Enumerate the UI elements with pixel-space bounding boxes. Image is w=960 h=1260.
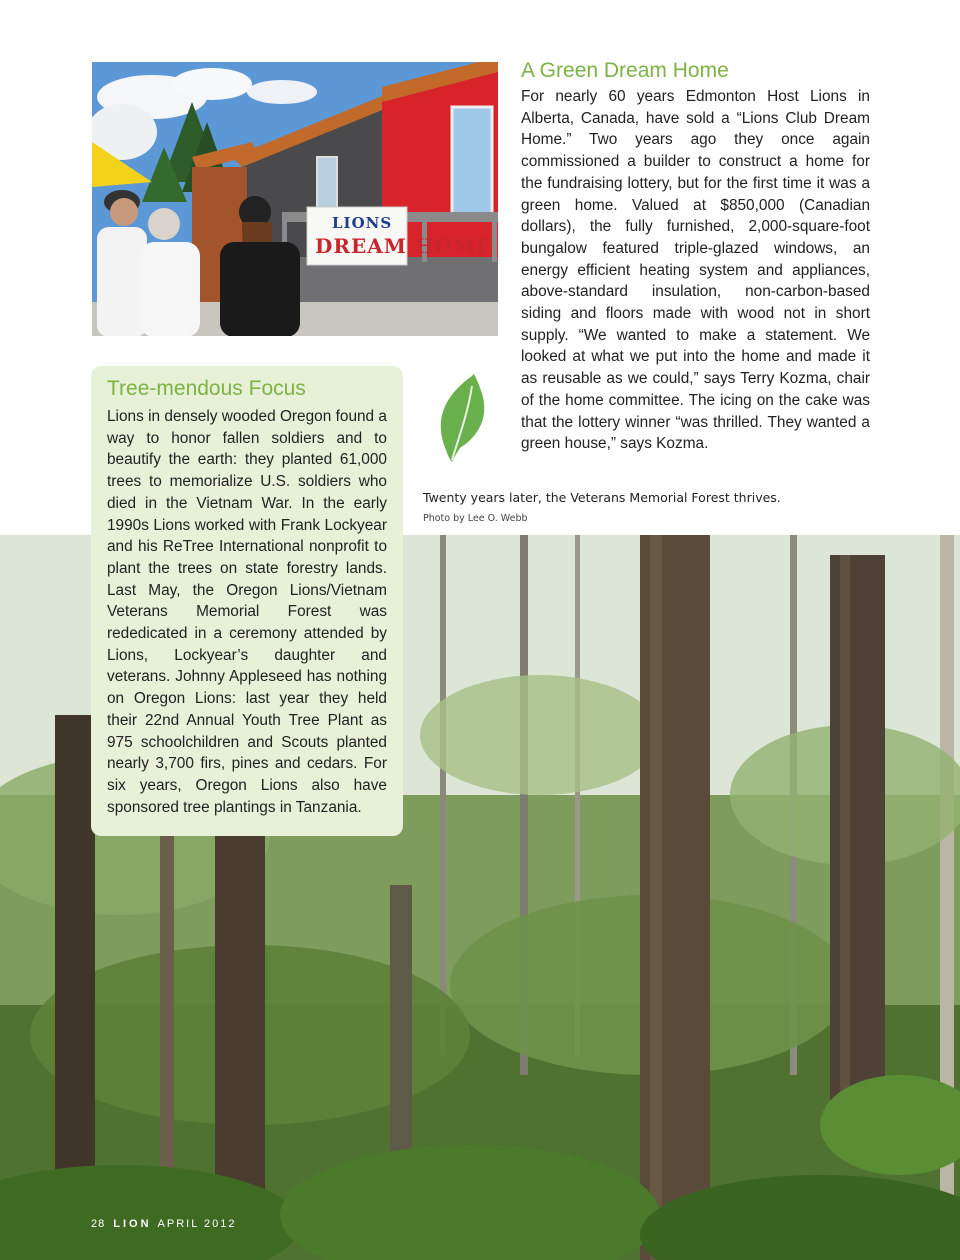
page-number: 28 (91, 1218, 106, 1230)
magazine-name: LION (113, 1218, 152, 1230)
green-dream-home-article (521, 58, 870, 455)
issue-date: APRIL 2012 (157, 1218, 237, 1230)
tree-mendous-focus-sidebar (91, 366, 403, 836)
sign-dream-home-text: DREAM HOME (315, 234, 493, 258)
leaf-icon (434, 372, 490, 464)
article-title: A Green Dream Home (521, 59, 729, 82)
sign-lions-text: LIONS (332, 214, 393, 232)
page-folio (91, 1218, 236, 1230)
article-body: For nearly 60 years Edmonton Host Lions in Alberta, Canada, have sold a “Lions Club Dream Home.” Two years ago they once again commissioned a builder to construct a home for the fundraising lottery, but for the first time it was a green home. Valued at $850,000 (Canadian dollars), the fully furnished, 2,000-square-foot bungalow featured triple-glazed windows, an energy efficient heating system and appliances, above-standard insulation, non-carbon-based siding and floors made with wood not in short supply. “We wanted to make a statement. We looked at what we put into the home and made it as reusable as we could,” says Terry Kozma, chair of the home committee. The icing on the cake was that the lottery winner “was thrilled. They wanted a green house,” says Kozma. (521, 88, 870, 453)
photo-credit: Photo by Lee O. Webb (423, 513, 528, 524)
caption-text: Twenty years later, the Veterans Memorial Forest thrives. (423, 490, 781, 505)
sidebar-body: Lions in densely wooded Oregon found a way to honor fallen soldiers and to beautify the earth: they planted 61,000 trees to memorialize U.S. soldiers who died in the Vietnam War. In the early 1990s Lions worked with Frank Lockyear and his ReTree International nonprofit to plant the trees on state forestry lands. Last May, the Oregon Lions/Vietnam Veterans Memorial Forest was rededicated in a ceremony attended by Lions, Lockyear’s daughter and veterans. Johnny Appleseed has nothing on Oregon Lions: last year they held their 22nd Annual Youth Tree Plant as 975 schoolchildren and Scouts planted nearly 3,700 firs, pines and cedars. For six years, Oregon Lions also have sponsored tree plantings in Tanzania. (107, 408, 387, 816)
forest-photo-caption (423, 490, 781, 524)
sidebar-title: Tree-mendous Focus (107, 377, 306, 400)
dream-home-photo (92, 62, 498, 336)
